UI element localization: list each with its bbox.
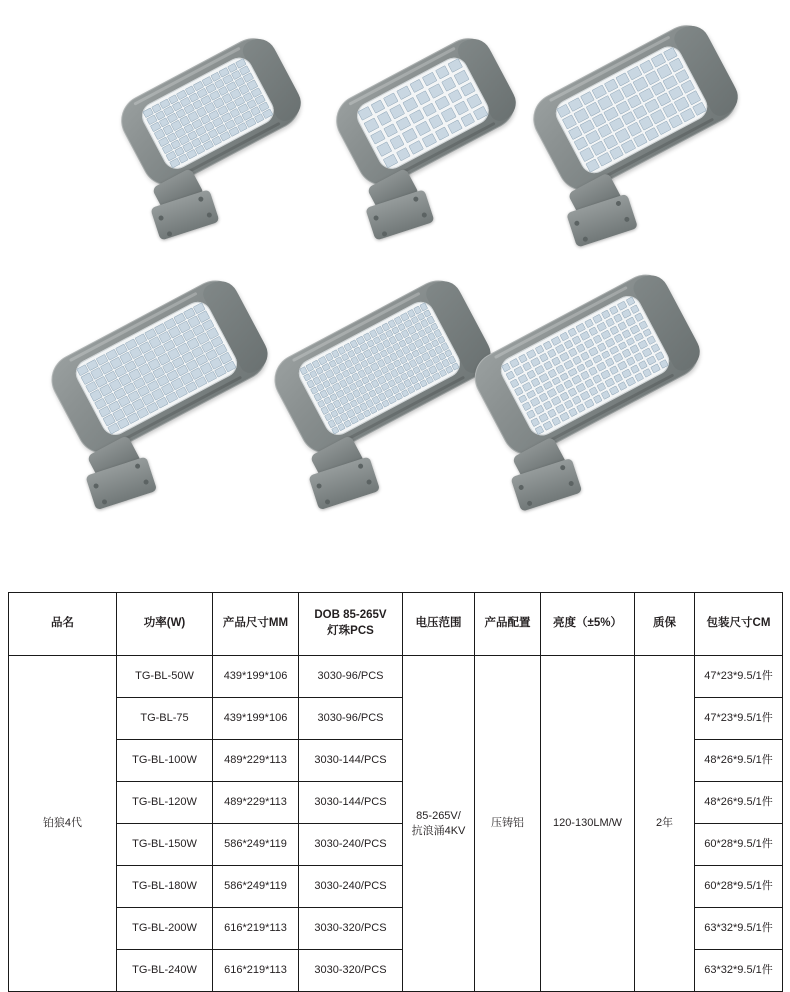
cell-power: TG-BL-240W	[117, 950, 213, 992]
product-image-lamp-240w	[446, 251, 784, 589]
cell-power: TG-BL-50W	[117, 656, 213, 698]
specification-table-wrapper	[8, 592, 782, 992]
cell-size: 586*249*119	[213, 866, 299, 908]
cell-pack: 60*28*9.5/1件	[695, 866, 783, 908]
cell-luminous: 120-130LM/W	[541, 656, 635, 992]
header-dob-leds	[299, 593, 403, 656]
cell-pack: 63*32*9.5/1件	[695, 908, 783, 950]
cell-pack: 47*23*9.5/1件	[695, 656, 783, 698]
voltage-line1: 85-265V/	[416, 809, 461, 822]
cell-dob: 3030-144/PCS	[299, 740, 403, 782]
cell-dob: 3030-144/PCS	[299, 782, 403, 824]
header-brand: 品名	[9, 593, 117, 656]
header-configuration: 产品配置	[475, 593, 541, 656]
table-row	[9, 656, 783, 698]
cell-dob: 3030-320/PCS	[299, 950, 403, 992]
header-voltage-range: 电压范围	[403, 593, 475, 656]
cell-dob: 3030-320/PCS	[299, 908, 403, 950]
led-array	[299, 302, 459, 434]
cell-size: 439*199*106	[213, 698, 299, 740]
led-array	[501, 297, 668, 435]
header-product-size: 产品尺寸MM	[213, 593, 299, 656]
cell-size: 616*219*113	[213, 950, 299, 992]
cell-brand: 铂狼4代	[9, 656, 117, 992]
specification-table	[8, 592, 783, 992]
cell-size: 586*249*119	[213, 824, 299, 866]
cell-voltage-range	[403, 656, 475, 992]
cell-dob: 3030-240/PCS	[299, 866, 403, 908]
cell-power: TG-BL-100W	[117, 740, 213, 782]
cell-pack: 48*26*9.5/1件	[695, 782, 783, 824]
cell-size: 489*229*113	[213, 740, 299, 782]
header-power: 功率(W)	[117, 593, 213, 656]
header-dob-line2: 灯珠PCS	[327, 625, 374, 637]
header-packing-size: 包装尺寸CM	[695, 593, 783, 656]
cell-size: 616*219*113	[213, 908, 299, 950]
cell-power: TG-BL-120W	[117, 782, 213, 824]
cell-power: TG-BL-150W	[117, 824, 213, 866]
led-array	[358, 58, 489, 168]
cell-pack: 48*26*9.5/1件	[695, 740, 783, 782]
cell-power: TG-BL-200W	[117, 908, 213, 950]
cell-power: TG-BL-75	[117, 698, 213, 740]
cell-pack: 47*23*9.5/1件	[695, 698, 783, 740]
cell-dob: 3030-96/PCS	[299, 656, 403, 698]
cell-dob: 3030-96/PCS	[299, 698, 403, 740]
led-array	[143, 58, 274, 168]
header-luminous: 亮度（±5%）	[541, 593, 635, 656]
table-header-row	[9, 593, 783, 656]
cell-size: 489*229*113	[213, 782, 299, 824]
cell-dob: 3030-240/PCS	[299, 824, 403, 866]
header-warranty: 质保	[635, 593, 695, 656]
led-array	[556, 47, 706, 173]
voltage-line2: 抗浪涌4KV	[411, 824, 466, 837]
cell-power: TG-BL-180W	[117, 866, 213, 908]
cell-configuration: 压铸铝	[475, 656, 541, 992]
led-array	[76, 302, 236, 434]
cell-pack: 63*32*9.5/1件	[695, 950, 783, 992]
product-image-lamp-50w	[92, 17, 367, 296]
header-dob-line1: DOB 85-265V	[314, 609, 387, 622]
cell-size: 439*199*106	[213, 656, 299, 698]
cell-warranty: 2年	[635, 656, 695, 992]
cell-pack: 60*28*9.5/1件	[695, 824, 783, 866]
